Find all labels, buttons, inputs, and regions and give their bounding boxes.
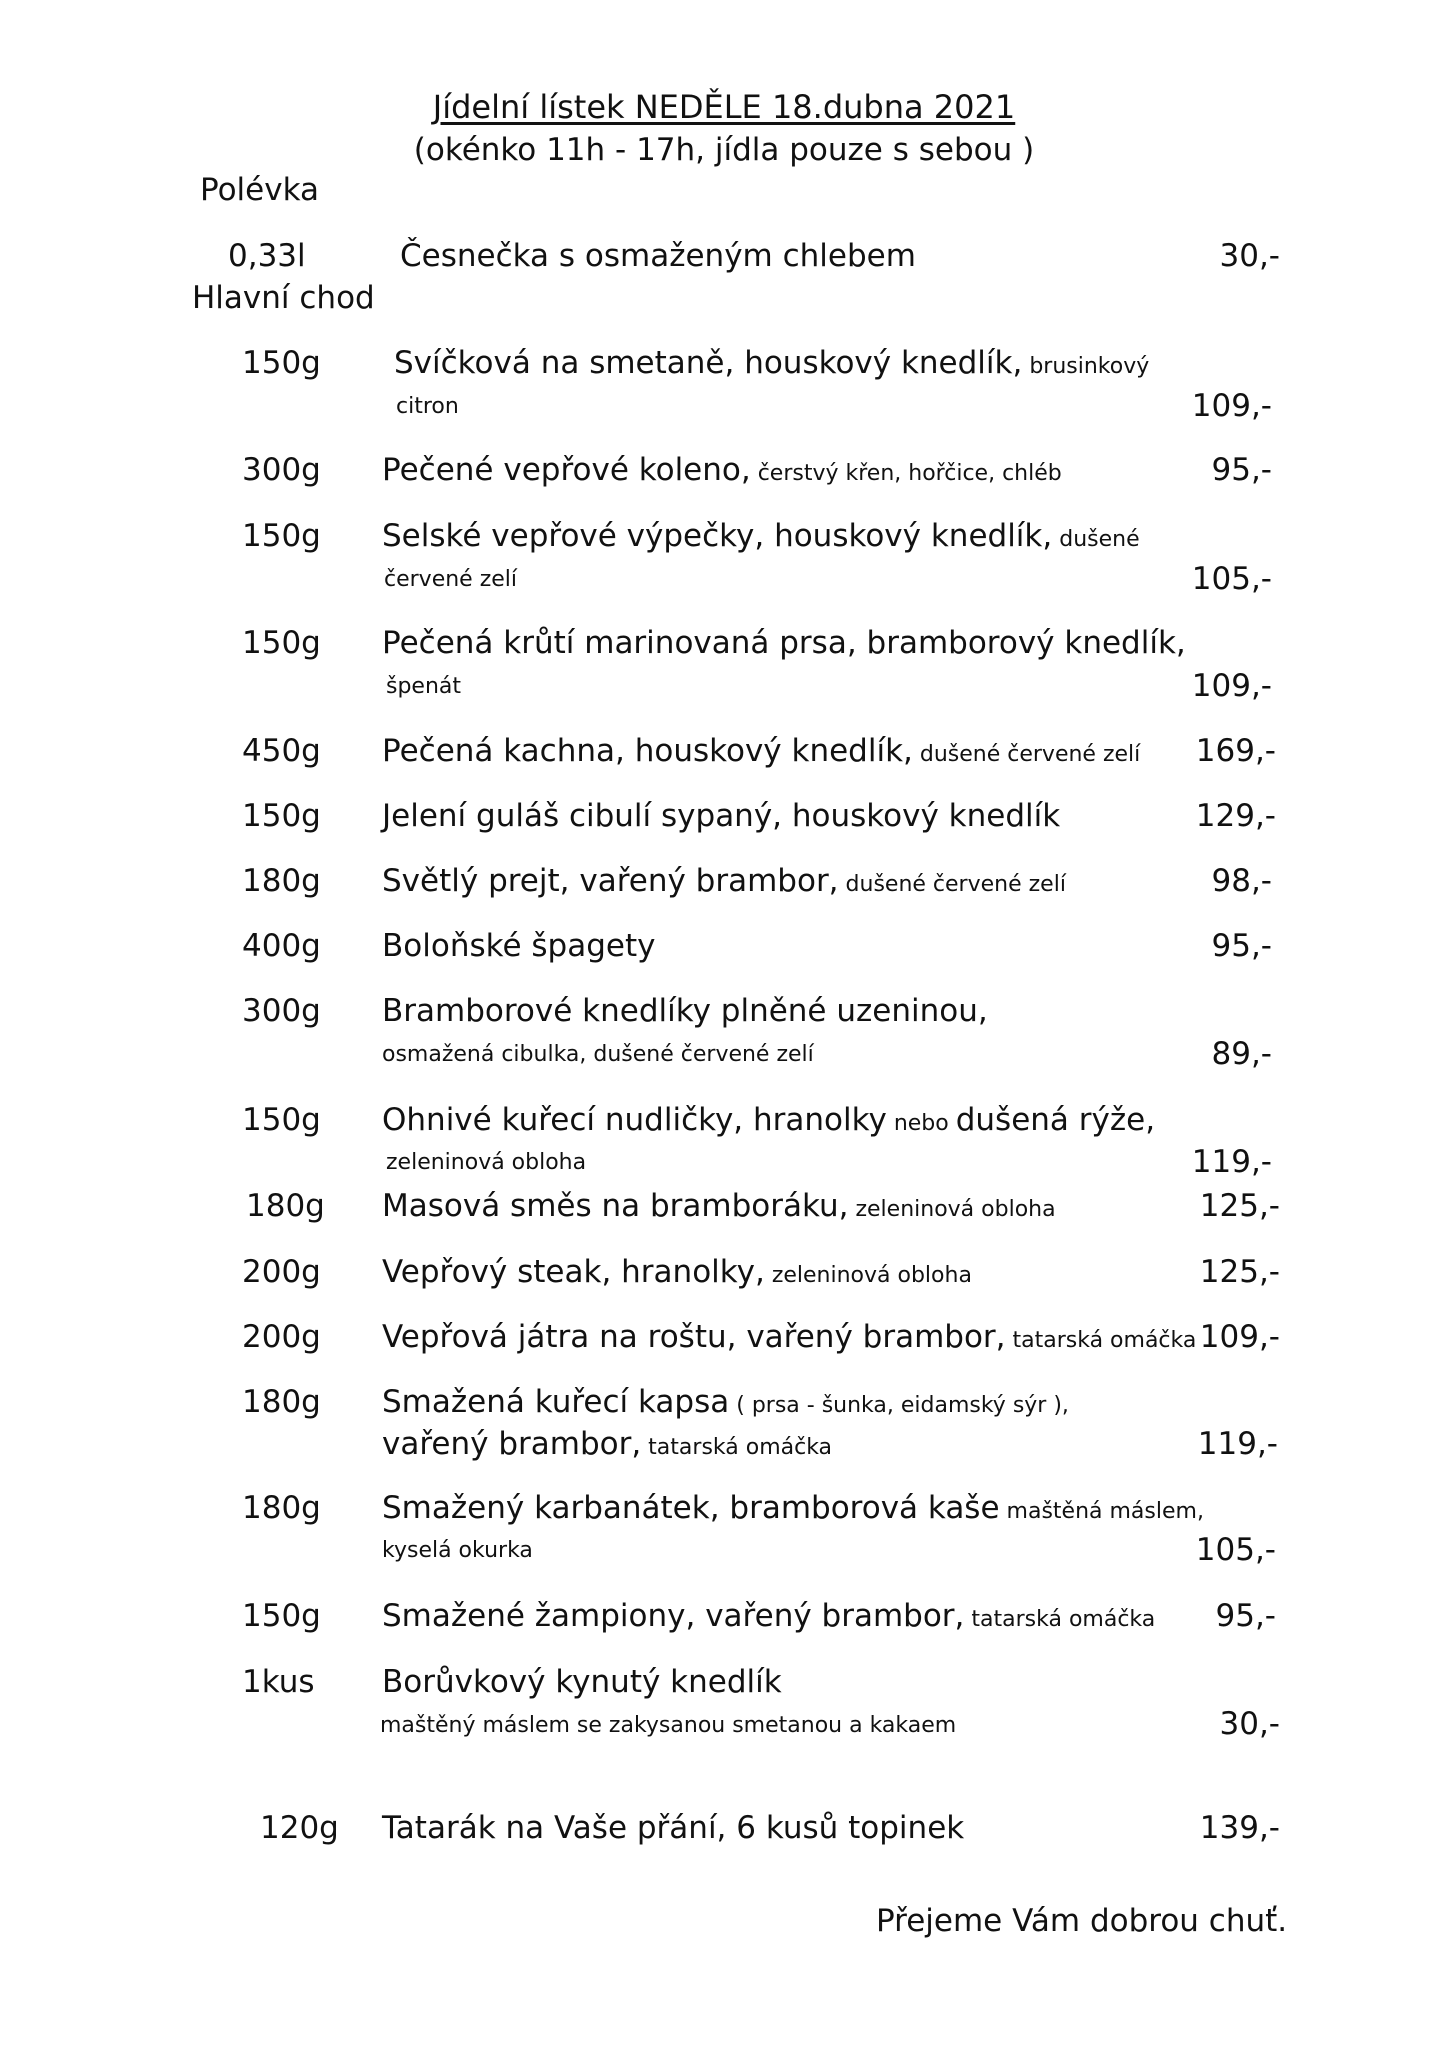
soup-qty: 0,33l xyxy=(228,238,306,274)
item-qty: 180g xyxy=(242,1384,321,1420)
item-price: 98,- xyxy=(1211,863,1272,899)
item-price: 105,- xyxy=(1191,561,1272,597)
section-main-label: Hlavní chod xyxy=(192,280,375,316)
item-price: 95,- xyxy=(1215,1598,1276,1634)
item-price: 89,- xyxy=(1211,1036,1272,1072)
item-note: citron xyxy=(396,394,459,419)
soup-price: 30,- xyxy=(1219,238,1280,274)
item-price: 129,- xyxy=(1195,798,1276,834)
tatarak-price: 139,- xyxy=(1199,1810,1280,1846)
item-qty: 450g xyxy=(242,733,321,769)
item-dish: Smažený karbanátek, bramborová kaše maštěná máslem, xyxy=(382,1490,1204,1526)
item-dish: Smažená kuřecí kapsa ( prsa - šunka, eidamský sýr ), xyxy=(382,1384,1069,1420)
item-price: 109,- xyxy=(1191,668,1272,704)
item-price: 95,- xyxy=(1211,452,1272,488)
item-note: osmažená cibulka, dušené červené zelí xyxy=(382,1042,814,1067)
item-qty: 150g xyxy=(242,625,321,661)
item-price: 125,- xyxy=(1199,1254,1280,1290)
item-qty: 180g xyxy=(242,863,321,899)
item-dish: Ohnivé kuřecí nudličky, hranolky nebo dušená rýže, xyxy=(382,1102,1156,1138)
item-price: 30,- xyxy=(1219,1706,1280,1742)
item-dish: Masová směs na bramboráku, zeleninová obloha xyxy=(382,1188,1056,1224)
tatarak-qty: 120g xyxy=(260,1810,339,1846)
menu-title: Jídelní lístek NEDĚLE 18.dubna 2021 xyxy=(432,88,1016,126)
item-qty: 150g xyxy=(242,1598,321,1634)
item-dish: Pečená kachna, houskový knedlík, dušené červené zelí xyxy=(382,733,1141,769)
closing-wish: Přejeme Vám dobrou chuť. xyxy=(876,1903,1288,1939)
item-qty: 1kus xyxy=(242,1664,315,1700)
item-dish: Svíčková na smetaně, houskový knedlík, brusinkový xyxy=(394,345,1150,381)
item-qty: 150g xyxy=(242,798,321,834)
soup-name: Česnečka s osmaženým chlebem xyxy=(400,238,916,274)
item-qty: 150g xyxy=(242,1102,321,1138)
item-dish: Vepřový steak, hranolky, zeleninová obloha xyxy=(382,1254,972,1290)
item-qty: 300g xyxy=(242,452,321,488)
item-price: 95,- xyxy=(1211,928,1272,964)
item-dish-line2: vařený brambor, tatarská omáčka xyxy=(382,1426,833,1462)
item-dish: Boloňské špagety xyxy=(382,928,656,964)
item-dish: Světlý prejt, vařený brambor, dušené červené zelí xyxy=(382,863,1066,899)
item-price: 105,- xyxy=(1195,1532,1276,1568)
item-dish: Jelení guláš cibulí sypaný, houskový knedlík xyxy=(382,798,1061,834)
item-dish: Pečené vepřové koleno, čerstvý křen, hořčice, chléb xyxy=(382,452,1062,488)
section-soup-label: Polévka xyxy=(200,172,319,208)
item-note: zeleninová obloha xyxy=(386,1150,587,1175)
item-dish: Pečená krůtí marinovaná prsa, bramborový knedlík, xyxy=(382,625,1186,661)
tatarak-name: Tatarák na Vaše přání, 6 kusů topinek xyxy=(382,1810,965,1846)
item-note: kyselá okurka xyxy=(382,1538,533,1563)
item-note: maštěný máslem se zakysanou smetanou a kakaem xyxy=(380,1713,957,1738)
item-dish: Selské vepřové výpečky, houskový knedlík, dušené xyxy=(382,518,1140,554)
item-note: špenát xyxy=(386,674,462,699)
item-dish: Bramborové knedlíky plněné uzeninou, xyxy=(382,993,988,1029)
item-dish: Smažené žampiony, vařený brambor, tatarská omáčka xyxy=(382,1598,1156,1634)
item-price: 119,- xyxy=(1197,1426,1278,1462)
item-note: červené zelí xyxy=(384,567,518,592)
item-qty: 200g xyxy=(242,1319,321,1355)
item-price: 119,- xyxy=(1191,1144,1272,1180)
item-qty: 150g xyxy=(242,518,321,554)
menu-subtitle: (okénko 11h - 17h, jídla pouze s sebou ) xyxy=(413,132,1035,168)
item-qty: 200g xyxy=(242,1254,321,1290)
item-qty: 180g xyxy=(246,1188,325,1224)
item-qty: 150g xyxy=(242,345,321,381)
item-dish: Borůvkový kynutý knedlík xyxy=(382,1664,782,1700)
item-price: 109,- xyxy=(1199,1319,1280,1355)
item-qty: 180g xyxy=(242,1490,321,1526)
item-qty: 400g xyxy=(242,928,321,964)
item-price: 125,- xyxy=(1199,1188,1280,1224)
item-price: 109,- xyxy=(1191,388,1272,424)
item-price: 169,- xyxy=(1195,733,1276,769)
item-qty: 300g xyxy=(242,993,321,1029)
item-dish: Vepřová játra na roštu, vařený brambor, tatarská omáčka xyxy=(382,1319,1197,1355)
